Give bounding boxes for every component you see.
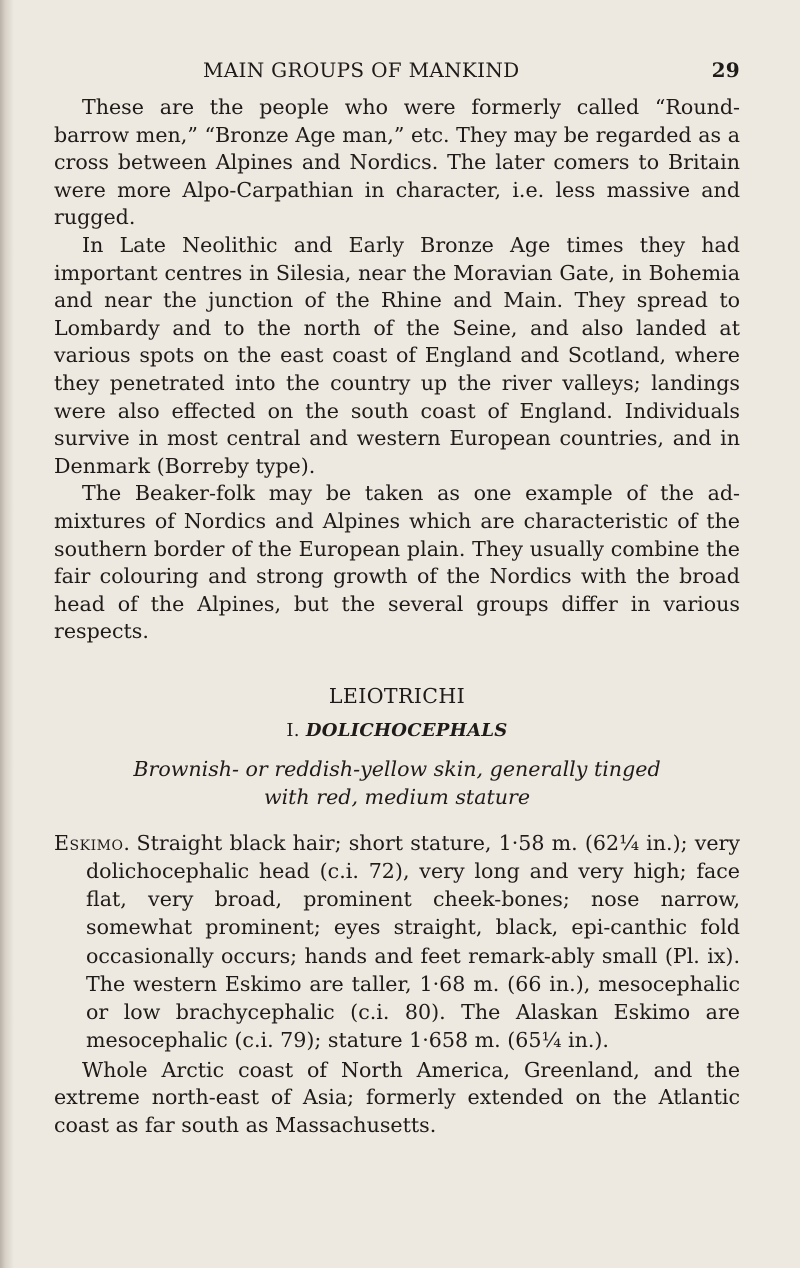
subsection-number: I.: [286, 719, 300, 741]
page-edge-shadow: [0, 0, 14, 1268]
body-paragraph-3: The Beaker-folk may be taken as one example of the ad-mixtures of Nordics and Alpines which are characteristic of the southern border of the European plain. They usually combine the fair colouring and strong growth of the Nordics with the broad head of the Alpines, but the several groups differ in various respects.: [54, 481, 740, 644]
group-descriptor: Brownish- or reddish-yellow skin, generally tinged with red, medium stature: [133, 756, 661, 809]
subsection-title: DOLICHOCEPHALS: [305, 719, 508, 741]
running-head: [54, 54, 740, 94]
body-paragraph-1: These are the people who were formerly called “Round-barrow men,” “Bronze Age man,” etc. They may be regarded as a cross between Alpines and Nordics. The later comers to Britain were more Alpo-Carpathian in character, i.e. less massive and rugged.: [54, 95, 740, 230]
subsection-heading: [54, 720, 740, 741]
running-title: MAIN GROUPS OF MANKIND: [203, 58, 520, 82]
entry-distribution: Whole Arctic coast of North America, Greenland, and the extreme north-east of Asia; formerly extended on the Atlantic coast as far south as Massachusetts.: [54, 1057, 740, 1137]
page-number: 29: [711, 58, 740, 82]
entry-eskimo: [54, 829, 740, 1055]
entry-description: Straight black hair; short stature, 1·58 m. (62¼ in.); very dolichocephalic head (c.i. 72), very long and very high; face flat, very broad, prominent cheek-bones; nose narrow, somewhat prominent; eyes straight, black, epi-canthic fold occasionally occurs; hands and feet remark-ably small (Pl. ix). The western Eskimo are taller, 1·68 m. (66 in.), mesocephalic or low brachycephalic (c.i. 80). The Alaskan Eskimo are mesocephalic (c.i. 79); stature 1·658 m. (65¼ in.).: [86, 830, 740, 1053]
body-paragraph-2: In Late Neolithic and Early Bronze Age times they had important centres in Silesia, near the Moravian Gate, in Bohemia and near the junction of the Rhine and Main. They spread to Lombardy and to the north of the Seine, and also landed at various spots on the east coast of England and Scotland, where they penetrated into the country up the river valleys; landings were also effected on the south coast of England. Individuals survive in most central and western European countries, and in Denmark (Borreby type).: [54, 232, 740, 478]
entry-term: Eskimo.: [54, 830, 131, 855]
section-heading: LEIOTRICHI: [328, 683, 466, 708]
book-page: [54, 54, 740, 1139]
